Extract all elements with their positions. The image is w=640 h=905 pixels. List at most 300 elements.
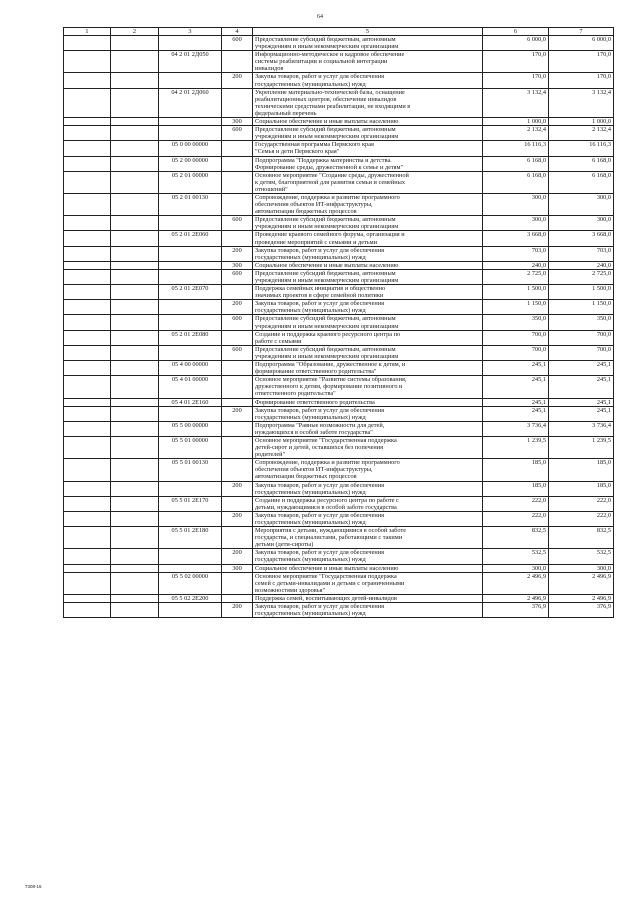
amount-col7-cell: 16 116,3: [549, 141, 614, 156]
amount-col7-cell: 170,0: [549, 51, 614, 73]
col1-cell: [64, 73, 111, 88]
item-name-cell: Предоставление субсидий бюджетным, автономным учреждениям и иным некоммерческим организациям: [253, 269, 483, 284]
amount-col7-cell: 700,0: [549, 330, 614, 345]
col1-cell: [64, 527, 111, 549]
col2-cell: [111, 436, 159, 458]
col1-cell: [64, 496, 111, 511]
target-article-cell: [159, 246, 222, 261]
table-row: [64, 88, 614, 117]
amount-col6-cell: 6 168,0: [483, 171, 549, 193]
col2-cell: [111, 141, 159, 156]
amount-col7-cell: 1 150,0: [549, 300, 614, 315]
expense-type-cell: [222, 141, 253, 156]
target-article-cell: [159, 549, 222, 564]
amount-col7-cell: 300,0: [549, 216, 614, 231]
col1-cell: [64, 51, 111, 73]
col2-cell: [111, 406, 159, 421]
col2-cell: [111, 246, 159, 261]
amount-col7-cell: 376,9: [549, 603, 614, 618]
col1-cell: [64, 436, 111, 458]
col2-cell: [111, 36, 159, 51]
target-article-cell: 05 5 01 2Е170: [159, 496, 222, 511]
target-article-cell: [159, 126, 222, 141]
col1-cell: [64, 193, 111, 215]
table-row: [64, 171, 614, 193]
amount-col7-cell: 3 736,4: [549, 421, 614, 436]
table-row: [64, 481, 614, 496]
item-name-cell: Основное мероприятие "Государственная поддержка детей-сирот и детей, оставшихся без попечения родителей": [253, 436, 483, 458]
target-article-cell: 05 5 01 00130: [159, 459, 222, 481]
col1-cell: [64, 564, 111, 572]
expense-type-cell: 300: [222, 564, 253, 572]
item-name-cell: Проведение краевого семейного форума, организация и проведение мероприятий с семьями и детьми: [253, 231, 483, 246]
document-code: 7308-16: [25, 884, 42, 889]
amount-col7-cell: 300,0: [549, 193, 614, 215]
table-row: [64, 572, 614, 594]
amount-col6-cell: 2 725,0: [483, 269, 549, 284]
amount-col7-cell: 6 000,0: [549, 36, 614, 51]
target-article-cell: [159, 315, 222, 330]
amount-col7-cell: 185,0: [549, 481, 614, 496]
col1-cell: [64, 231, 111, 246]
col1-cell: [64, 549, 111, 564]
expense-type-cell: 300: [222, 261, 253, 269]
amount-col6-cell: 2 496,9: [483, 594, 549, 602]
amount-col6-cell: 6 000,0: [483, 36, 549, 51]
table-row: [64, 376, 614, 398]
table-row: [64, 285, 614, 300]
col1-cell: [64, 481, 111, 496]
col2-cell: [111, 511, 159, 526]
header-cell: 1: [64, 28, 111, 36]
amount-col7-cell: 170,0: [549, 73, 614, 88]
col2-cell: [111, 345, 159, 360]
header-cell: 2: [111, 28, 159, 36]
amount-col7-cell: 700,0: [549, 345, 614, 360]
col2-cell: [111, 193, 159, 215]
expense-type-cell: 600: [222, 36, 253, 51]
item-name-cell: Закупка товаров, работ и услуг для обеспечения государственных (муниципальных) нужд: [253, 73, 483, 88]
col1-cell: [64, 126, 111, 141]
amount-col6-cell: 170,0: [483, 51, 549, 73]
amount-col7-cell: 6 168,0: [549, 171, 614, 193]
col2-cell: [111, 376, 159, 398]
amount-col7-cell: 240,0: [549, 261, 614, 269]
col1-cell: [64, 36, 111, 51]
col2-cell: [111, 481, 159, 496]
table-row: [64, 406, 614, 421]
item-name-cell: Предоставление субсидий бюджетным, автономным учреждениям и иным некоммерческим организациям: [253, 315, 483, 330]
item-name-cell: Информационно-методическое и кадровое обеспечение системы реабилитации и социальной интеграции инвалидов: [253, 51, 483, 73]
header-cell: 5: [253, 28, 483, 36]
amount-col7-cell: 245,1: [549, 398, 614, 406]
item-name-cell: Мероприятия с детьми, нуждающимися в особой заботе государства, и специалистами, работающими с такими детьми (дети-сироты): [253, 527, 483, 549]
target-article-cell: 05 5 02 00000: [159, 572, 222, 594]
col2-cell: [111, 269, 159, 284]
col1-cell: [64, 171, 111, 193]
col1-cell: [64, 511, 111, 526]
expense-type-cell: [222, 594, 253, 602]
table-row: [64, 527, 614, 549]
expense-type-cell: 200: [222, 73, 253, 88]
col1-cell: [64, 398, 111, 406]
amount-col6-cell: 240,0: [483, 261, 549, 269]
expense-type-cell: [222, 527, 253, 549]
col2-cell: [111, 603, 159, 618]
target-article-cell: [159, 73, 222, 88]
amount-col6-cell: 350,0: [483, 315, 549, 330]
amount-col7-cell: 1 000,0: [549, 118, 614, 126]
target-article-cell: 05 4 00 00000: [159, 361, 222, 376]
col1-cell: [64, 269, 111, 284]
amount-col6-cell: 16 116,3: [483, 141, 549, 156]
amount-col6-cell: 222,0: [483, 496, 549, 511]
expense-type-cell: [222, 171, 253, 193]
amount-col6-cell: 1 500,0: [483, 285, 549, 300]
col2-cell: [111, 171, 159, 193]
item-name-cell: Закупка товаров, работ и услуг для обеспечения государственных (муниципальных) нужд: [253, 246, 483, 261]
col2-cell: [111, 361, 159, 376]
amount-col7-cell: 185,0: [549, 459, 614, 481]
item-name-cell: Закупка товаров, работ и услуг для обеспечения государственных (муниципальных) нужд: [253, 549, 483, 564]
target-article-cell: 05 5 01 00000: [159, 436, 222, 458]
item-name-cell: Предоставление субсидий бюджетным, автономным учреждениям и иным некоммерческим организациям: [253, 126, 483, 141]
item-name-cell: Подпрограмма "Образование, дружественное к детям, и формирование ответственного родительства": [253, 361, 483, 376]
expense-type-cell: 600: [222, 126, 253, 141]
item-name-cell: Государственная программа Пермского края "Семья и дети Пермского края": [253, 141, 483, 156]
item-name-cell: Основное мероприятие "Создание среды, дружественной к детям, благоприятной для развития семьи и семейных отношений": [253, 171, 483, 193]
amount-col6-cell: 185,0: [483, 481, 549, 496]
table-row: [64, 496, 614, 511]
amount-col7-cell: 300,0: [549, 564, 614, 572]
expense-type-cell: [222, 51, 253, 73]
amount-col7-cell: 222,0: [549, 511, 614, 526]
expense-type-cell: [222, 376, 253, 398]
item-name-cell: Формирование ответственного родительства: [253, 398, 483, 406]
expense-type-cell: [222, 88, 253, 117]
target-article-cell: 05 2 01 00130: [159, 193, 222, 215]
amount-col7-cell: 2 496,9: [549, 594, 614, 602]
col1-cell: [64, 572, 111, 594]
table-row: [64, 193, 614, 215]
amount-col6-cell: 300,0: [483, 193, 549, 215]
amount-col7-cell: 1 239,5: [549, 436, 614, 458]
table-row: [64, 398, 614, 406]
col2-cell: [111, 527, 159, 549]
table-row: [64, 315, 614, 330]
target-article-cell: [159, 603, 222, 618]
target-article-cell: [159, 511, 222, 526]
amount-col7-cell: 222,0: [549, 496, 614, 511]
amount-col6-cell: 1 239,5: [483, 436, 549, 458]
col2-cell: [111, 73, 159, 88]
table-row: [64, 118, 614, 126]
amount-col6-cell: 300,0: [483, 564, 549, 572]
amount-col6-cell: 170,0: [483, 73, 549, 88]
expense-type-cell: [222, 156, 253, 171]
item-name-cell: Закупка товаров, работ и услуг для обеспечения государственных (муниципальных) нужд: [253, 300, 483, 315]
item-name-cell: Закупка товаров, работ и услуг для обеспечения государственных (муниципальных) нужд: [253, 406, 483, 421]
amount-col6-cell: 700,0: [483, 345, 549, 360]
amount-col6-cell: 376,9: [483, 603, 549, 618]
item-name-cell: Сопровождение, поддержка и развитие программного обеспечения объектов ИТ-инфраструктуры, автоматизации бюджетных процессов: [253, 193, 483, 215]
expense-type-cell: 300: [222, 118, 253, 126]
item-name-cell: Закупка товаров, работ и услуг для обеспечения государственных (муниципальных) нужд: [253, 511, 483, 526]
item-name-cell: Предоставление субсидий бюджетным, автономным учреждениям и иным некоммерческим организациям: [253, 345, 483, 360]
table-row: [64, 141, 614, 156]
target-article-cell: [159, 300, 222, 315]
amount-col6-cell: 2 132,4: [483, 126, 549, 141]
target-article-cell: [159, 345, 222, 360]
col2-cell: [111, 51, 159, 73]
amount-col7-cell: 1 500,0: [549, 285, 614, 300]
col1-cell: [64, 315, 111, 330]
col2-cell: [111, 231, 159, 246]
expense-type-cell: [222, 459, 253, 481]
target-article-cell: 04 2 01 2Д060: [159, 88, 222, 117]
col2-cell: [111, 421, 159, 436]
amount-col6-cell: 3 736,4: [483, 421, 549, 436]
amount-col6-cell: 832,5: [483, 527, 549, 549]
col2-cell: [111, 459, 159, 481]
target-article-cell: [159, 261, 222, 269]
col1-cell: [64, 285, 111, 300]
item-name-cell: Основное мероприятие "Развитие системы образования, дружественного к детям, формирование позитивного и ответственного родительства": [253, 376, 483, 398]
header-row: [64, 28, 614, 36]
expense-type-cell: 200: [222, 406, 253, 421]
table-row: [64, 511, 614, 526]
col1-cell: [64, 88, 111, 117]
table-row: [64, 594, 614, 602]
col2-cell: [111, 126, 159, 141]
table-row: [64, 564, 614, 572]
header-cell: 3: [159, 28, 222, 36]
amount-col6-cell: 700,0: [483, 330, 549, 345]
item-name-cell: Социальное обеспечение и иные выплаты населению: [253, 564, 483, 572]
item-name-cell: Укрепление материально-технической базы, оснащение реабилитационных центров, обеспечение инвалидов техническими средствами реабилитации, не входящими в федеральный перечень: [253, 88, 483, 117]
table-row: [64, 36, 614, 51]
target-article-cell: [159, 564, 222, 572]
table-body: [64, 28, 614, 618]
expense-type-cell: [222, 193, 253, 215]
col1-cell: [64, 361, 111, 376]
expense-type-cell: [222, 436, 253, 458]
amount-col6-cell: 300,0: [483, 216, 549, 231]
item-name-cell: Подпрограмма "Равные возможности для детей, нуждающихся в особой заботе государства": [253, 421, 483, 436]
amount-col6-cell: 245,1: [483, 376, 549, 398]
col2-cell: [111, 300, 159, 315]
col2-cell: [111, 549, 159, 564]
target-article-cell: 05 2 01 00000: [159, 171, 222, 193]
target-article-cell: 05 2 01 2Е060: [159, 231, 222, 246]
amount-col6-cell: 3 132,4: [483, 88, 549, 117]
col1-cell: [64, 345, 111, 360]
col2-cell: [111, 216, 159, 231]
target-article-cell: 05 2 01 2Е070: [159, 285, 222, 300]
col1-cell: [64, 216, 111, 231]
expense-type-cell: [222, 398, 253, 406]
expense-type-cell: 200: [222, 603, 253, 618]
col1-cell: [64, 246, 111, 261]
table-row: [64, 300, 614, 315]
amount-col7-cell: 2 725,0: [549, 269, 614, 284]
amount-col6-cell: 222,0: [483, 511, 549, 526]
expense-type-cell: [222, 421, 253, 436]
col1-cell: [64, 406, 111, 421]
item-name-cell: Предоставление субсидий бюджетным, автономным учреждениям и иным некоммерческим организациям: [253, 216, 483, 231]
amount-col6-cell: 185,0: [483, 459, 549, 481]
col1-cell: [64, 421, 111, 436]
expense-type-cell: 200: [222, 300, 253, 315]
expense-type-cell: 200: [222, 549, 253, 564]
amount-col6-cell: 2 496,9: [483, 572, 549, 594]
col2-cell: [111, 496, 159, 511]
expense-type-cell: 200: [222, 246, 253, 261]
amount-col6-cell: 245,1: [483, 361, 549, 376]
target-article-cell: 05 2 01 2Е080: [159, 330, 222, 345]
col1-cell: [64, 141, 111, 156]
target-article-cell: 05 5 02 2Е200: [159, 594, 222, 602]
item-name-cell: Закупка товаров, работ и услуг для обеспечения государственных (муниципальных) нужд: [253, 481, 483, 496]
amount-col6-cell: 3 668,0: [483, 231, 549, 246]
expense-type-cell: 200: [222, 481, 253, 496]
table-row: [64, 459, 614, 481]
table-row: [64, 436, 614, 458]
amount-col6-cell: 703,0: [483, 246, 549, 261]
col2-cell: [111, 156, 159, 171]
expense-type-cell: [222, 231, 253, 246]
item-name-cell: Подпрограмма "Поддержка материнства и детства. Формирование среды, дружественной к семье и детям": [253, 156, 483, 171]
amount-col7-cell: 2 496,9: [549, 572, 614, 594]
expense-type-cell: 600: [222, 216, 253, 231]
amount-col6-cell: 245,1: [483, 398, 549, 406]
target-article-cell: [159, 216, 222, 231]
col1-cell: [64, 261, 111, 269]
table-row: [64, 549, 614, 564]
expense-type-cell: [222, 496, 253, 511]
col2-cell: [111, 315, 159, 330]
col2-cell: [111, 285, 159, 300]
header-cell: 4: [222, 28, 253, 36]
item-name-cell: Поддержка семейных инициатив и общественно значимых проектов в сфере семейной политики: [253, 285, 483, 300]
table-row: [64, 156, 614, 171]
table-row: [64, 216, 614, 231]
item-name-cell: Социальное обеспечение и иные выплаты населению: [253, 261, 483, 269]
col1-cell: [64, 300, 111, 315]
amount-col6-cell: 245,1: [483, 406, 549, 421]
table-row: [64, 603, 614, 618]
expense-type-cell: 600: [222, 315, 253, 330]
page-number: 64: [317, 14, 323, 20]
amount-col7-cell: 532,5: [549, 549, 614, 564]
col2-cell: [111, 88, 159, 117]
col2-cell: [111, 330, 159, 345]
amount-col7-cell: 832,5: [549, 527, 614, 549]
item-name-cell: Закупка товаров, работ и услуг для обеспечения государственных (муниципальных) нужд: [253, 603, 483, 618]
expense-type-cell: [222, 285, 253, 300]
header-cell: 7: [549, 28, 614, 36]
target-article-cell: 05 2 00 00000: [159, 156, 222, 171]
table-row: [64, 51, 614, 73]
item-name-cell: Предоставление субсидий бюджетным, автономным учреждениям и иным некоммерческим организациям: [253, 36, 483, 51]
col1-cell: [64, 376, 111, 398]
item-name-cell: Создание и поддержка краевого ресурсного центра по работе с семьями: [253, 330, 483, 345]
amount-col6-cell: 6 168,0: [483, 156, 549, 171]
item-name-cell: Поддержка семей, воспитывающих детей-инвалидов: [253, 594, 483, 602]
col2-cell: [111, 118, 159, 126]
table-row: [64, 269, 614, 284]
amount-col6-cell: 532,5: [483, 549, 549, 564]
table-row: [64, 330, 614, 345]
table-row: [64, 126, 614, 141]
amount-col7-cell: 245,1: [549, 376, 614, 398]
target-article-cell: [159, 118, 222, 126]
amount-col7-cell: 6 168,0: [549, 156, 614, 171]
col2-cell: [111, 594, 159, 602]
amount-col7-cell: 245,1: [549, 406, 614, 421]
col2-cell: [111, 261, 159, 269]
amount-col7-cell: 245,1: [549, 361, 614, 376]
budget-table: [63, 27, 614, 618]
expense-type-cell: [222, 361, 253, 376]
table-row: [64, 246, 614, 261]
item-name-cell: Сопровождение, поддержка и развитие программного обеспечения объектов ИТ-инфраструктуры, автоматизации бюджетных процессов: [253, 459, 483, 481]
amount-col6-cell: 1 000,0: [483, 118, 549, 126]
target-article-cell: [159, 481, 222, 496]
table-row: [64, 361, 614, 376]
table-row: [64, 231, 614, 246]
expense-type-cell: [222, 572, 253, 594]
expense-type-cell: [222, 330, 253, 345]
target-article-cell: 05 5 00 00000: [159, 421, 222, 436]
target-article-cell: 04 2 01 2Д050: [159, 51, 222, 73]
col2-cell: [111, 572, 159, 594]
item-name-cell: Основное мероприятие "Государственная поддержка семей с детьми-инвалидами и детьми с ограниченными возможностями здоровья": [253, 572, 483, 594]
amount-col7-cell: 3 132,4: [549, 88, 614, 117]
target-article-cell: 05 0 00 00000: [159, 141, 222, 156]
expense-type-cell: 200: [222, 511, 253, 526]
table-row: [64, 261, 614, 269]
col1-cell: [64, 118, 111, 126]
amount-col7-cell: 2 132,4: [549, 126, 614, 141]
item-name-cell: Социальное обеспечение и иные выплаты населению: [253, 118, 483, 126]
col2-cell: [111, 564, 159, 572]
target-article-cell: [159, 36, 222, 51]
col1-cell: [64, 603, 111, 618]
target-article-cell: 05 5 01 2Е180: [159, 527, 222, 549]
item-name-cell: Создание и поддержка ресурсного центра по работе с детьми, нуждающимися в особой заботе государства: [253, 496, 483, 511]
col1-cell: [64, 459, 111, 481]
header-cell: 6: [483, 28, 549, 36]
col1-cell: [64, 156, 111, 171]
col1-cell: [64, 594, 111, 602]
amount-col6-cell: 1 150,0: [483, 300, 549, 315]
col1-cell: [64, 330, 111, 345]
amount-col7-cell: 3 668,0: [549, 231, 614, 246]
expense-type-cell: 600: [222, 269, 253, 284]
amount-col7-cell: 350,0: [549, 315, 614, 330]
target-article-cell: 05 4 01 2Е160: [159, 398, 222, 406]
table-row: [64, 421, 614, 436]
amount-col7-cell: 703,0: [549, 246, 614, 261]
table-row: [64, 345, 614, 360]
expense-type-cell: 600: [222, 345, 253, 360]
table-row: [64, 73, 614, 88]
target-article-cell: [159, 269, 222, 284]
target-article-cell: 05 4 01 00000: [159, 376, 222, 398]
target-article-cell: [159, 406, 222, 421]
col2-cell: [111, 398, 159, 406]
